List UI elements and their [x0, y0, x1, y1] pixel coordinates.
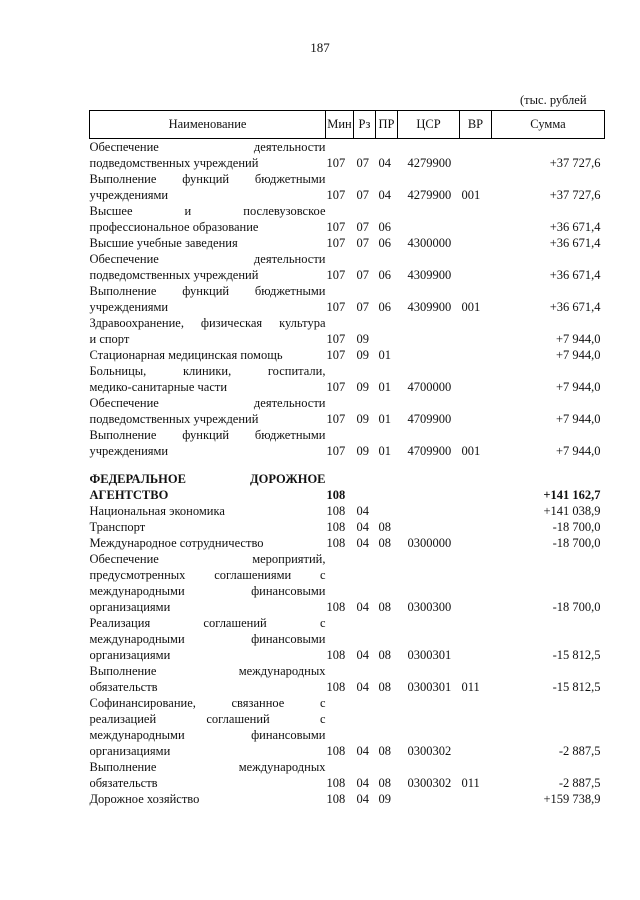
row-name-line: Выполнение функций бюджетными — [89, 428, 326, 442]
row-pr: 06 — [378, 268, 391, 282]
row-vr — [460, 203, 492, 235]
row-vr: 011 — [461, 680, 480, 694]
table-row — [90, 395, 605, 427]
row-pr: 06 — [378, 300, 391, 314]
row-name-line: предусмотренных соглашениями с — [89, 568, 326, 582]
row-min: 107 — [326, 300, 346, 314]
row-name-line: Здравоохранение, физическая культура — [89, 316, 326, 330]
row-vr — [460, 503, 492, 519]
row-rz: 04 — [356, 776, 369, 790]
row-min: 108 — [326, 648, 346, 662]
row-pr: 08 — [378, 776, 391, 790]
table-row — [90, 663, 605, 695]
units-label: (тыс. рублей — [520, 93, 587, 107]
row-rz: 07 — [356, 268, 369, 282]
row-vr: 001 — [461, 188, 481, 202]
row-rz: 07 — [356, 156, 369, 170]
row-name-line: Выполнение функций бюджетными — [89, 172, 326, 186]
row-pr: 01 — [378, 412, 391, 426]
table-row — [90, 427, 605, 459]
row-pr: 08 — [378, 744, 391, 758]
row-sum: -2 887,5 — [558, 776, 601, 790]
row-sum: -18 700,0 — [552, 520, 601, 534]
row-vr — [460, 235, 492, 251]
row-pr: 01 — [378, 380, 391, 394]
table-row — [90, 519, 605, 535]
table-body — [90, 139, 605, 808]
row-pr: 08 — [378, 648, 391, 662]
row-sum: +36 671,4 — [549, 236, 601, 250]
row-name — [90, 759, 326, 791]
row-csr: 0300302 — [407, 744, 452, 758]
row-name — [90, 171, 326, 203]
spacer-row — [90, 459, 605, 471]
row-csr: 0300302 — [407, 776, 452, 790]
row-name-line: подведомственных учреждений — [89, 156, 259, 170]
row-csr — [398, 471, 460, 503]
row-name — [90, 471, 326, 503]
row-name — [90, 695, 326, 759]
row-csr: 4279900 — [407, 156, 452, 170]
row-pr — [376, 315, 398, 347]
row-rz: 04 — [356, 744, 369, 758]
row-sum: +36 671,4 — [549, 268, 601, 282]
row-min: 107 — [326, 332, 346, 346]
row-name — [90, 791, 326, 807]
row-name-line: Выполнение международных — [89, 664, 326, 678]
row-pr: 04 — [378, 188, 391, 202]
row-rz: 09 — [356, 332, 369, 346]
row-name-line: Выполнение функций бюджетными — [89, 284, 326, 298]
row-min: 107 — [326, 156, 346, 170]
row-pr — [376, 503, 398, 519]
row-csr — [398, 203, 460, 235]
row-name — [90, 251, 326, 283]
table-row — [90, 551, 605, 615]
row-rz: 09 — [356, 444, 369, 458]
row-name-line: организациями — [89, 600, 171, 614]
header-csr: ЦСР — [398, 111, 460, 139]
table-row — [90, 203, 605, 235]
row-sum: +7 944,0 — [555, 348, 601, 362]
row-name-line: организациями — [89, 648, 171, 662]
row-name-line: Национальная экономика — [89, 504, 225, 518]
row-name — [90, 427, 326, 459]
row-name — [90, 235, 326, 251]
row-vr: 001 — [461, 300, 481, 314]
row-name — [90, 347, 326, 363]
row-rz: 07 — [356, 236, 369, 250]
row-name-line: Обеспечение деятельности — [89, 140, 326, 154]
header-vr: ВР — [460, 111, 492, 139]
row-name-line: ФЕДЕРАЛЬНОЕ ДОРОЖНОЕ — [89, 472, 326, 486]
table-row — [90, 471, 605, 503]
row-csr: 0300301 — [407, 680, 452, 694]
row-sum: +141 162,7 — [543, 488, 601, 502]
row-csr: 4279900 — [407, 188, 452, 202]
row-name — [90, 535, 326, 551]
row-rz: 04 — [356, 520, 369, 534]
row-min: 107 — [326, 236, 346, 250]
row-name-line: Дорожное хозяйство — [89, 792, 200, 806]
table-row — [90, 235, 605, 251]
table-row — [90, 171, 605, 203]
row-name-line: обязательств — [89, 776, 158, 790]
row-pr: 06 — [378, 220, 391, 234]
row-name-line: Высшие учебные заведения — [89, 236, 238, 250]
header-name: Наименование — [90, 111, 326, 139]
row-min: 108 — [326, 680, 346, 694]
row-sum: +141 038,9 — [543, 504, 601, 518]
row-csr: 0300000 — [407, 536, 452, 550]
row-name — [90, 395, 326, 427]
row-name — [90, 519, 326, 535]
row-rz: 04 — [356, 504, 369, 518]
table-row — [90, 139, 605, 172]
row-rz: 07 — [356, 220, 369, 234]
row-min: 107 — [326, 268, 346, 282]
row-csr — [398, 347, 460, 363]
row-pr — [376, 471, 398, 503]
row-csr: 0300300 — [407, 600, 452, 614]
row-vr — [460, 251, 492, 283]
row-vr: 011 — [461, 776, 480, 790]
row-min: 108 — [326, 744, 346, 758]
row-name-line: Софинансирование, связанное с — [89, 696, 326, 710]
row-vr — [460, 791, 492, 807]
row-sum: +36 671,4 — [549, 300, 601, 314]
row-name-line: Обеспечение деятельности — [89, 396, 326, 410]
row-name-line: учреждениями — [89, 188, 169, 202]
row-sum: -18 700,0 — [552, 600, 601, 614]
header-min: Мин — [326, 111, 354, 139]
budget-table — [89, 110, 605, 807]
row-csr — [398, 519, 460, 535]
row-sum: +7 944,0 — [555, 332, 601, 346]
row-rz: 04 — [356, 536, 369, 550]
row-min: 107 — [326, 444, 346, 458]
row-name-line: Больницы, клиники, госпитали, — [89, 364, 326, 378]
header-sum: Сумма — [492, 111, 605, 139]
row-name-line: международными финансовыми — [89, 632, 326, 646]
row-sum: +7 944,0 — [555, 444, 601, 458]
row-min: 107 — [326, 348, 346, 362]
page-number: 187 — [310, 40, 330, 55]
row-rz: 09 — [356, 380, 369, 394]
row-name-line: организациями — [89, 744, 171, 758]
row-csr: 4309900 — [407, 300, 452, 314]
row-vr — [460, 535, 492, 551]
row-rz: 09 — [356, 412, 369, 426]
row-name-line: Высшее и послевузовское — [89, 204, 326, 218]
row-rz: 04 — [356, 792, 369, 806]
row-vr — [460, 695, 492, 759]
row-name-line: профессиональное образование — [89, 220, 259, 234]
row-pr: 04 — [378, 156, 391, 170]
header-rz: Рз — [354, 111, 376, 139]
row-rz: 04 — [356, 648, 369, 662]
row-pr: 08 — [378, 680, 391, 694]
row-rz — [354, 471, 376, 503]
row-name-line: Обеспечение мероприятий, — [89, 552, 326, 566]
row-min: 107 — [326, 188, 346, 202]
row-sum: +37 727,6 — [549, 188, 601, 202]
row-sum: -2 887,5 — [558, 744, 601, 758]
row-sum: +7 944,0 — [555, 412, 601, 426]
row-pr: 08 — [378, 536, 391, 550]
row-min: 108 — [326, 792, 346, 806]
row-name-line: и спорт — [89, 332, 130, 346]
table-row — [90, 283, 605, 315]
row-name-line: Выполнение международных — [89, 760, 326, 774]
table-row — [90, 251, 605, 283]
row-sum: +7 944,0 — [555, 380, 601, 394]
row-pr: 08 — [378, 600, 391, 614]
row-csr: 4700000 — [407, 380, 452, 394]
row-name — [90, 551, 326, 615]
table-row — [90, 695, 605, 759]
row-min: 108 — [326, 520, 346, 534]
row-csr: 4709900 — [407, 444, 452, 458]
row-min: 107 — [326, 220, 346, 234]
row-name-line: подведомственных учреждений — [89, 412, 259, 426]
row-sum: +36 671,4 — [549, 220, 601, 234]
row-min: 108 — [326, 776, 346, 790]
row-sum: -15 812,5 — [552, 680, 601, 694]
table-row — [90, 615, 605, 663]
row-name-line: АГЕНТСТВО — [89, 488, 169, 502]
row-min: 107 — [326, 412, 346, 426]
row-sum: -15 812,5 — [552, 648, 601, 662]
row-min: 108 — [326, 504, 346, 518]
table-row — [90, 315, 605, 347]
row-name-line: международными финансовыми — [89, 728, 326, 742]
row-name — [90, 203, 326, 235]
row-csr — [398, 503, 460, 519]
row-pr: 06 — [378, 236, 391, 250]
row-vr — [460, 347, 492, 363]
row-sum: +159 738,9 — [543, 792, 601, 806]
row-sum: +37 727,6 — [549, 156, 601, 170]
row-name-line: медико-санитарные части — [89, 380, 228, 394]
header-pr: ПР — [376, 111, 398, 139]
row-name-line: учреждениями — [89, 444, 169, 458]
row-min: 108 — [326, 536, 346, 550]
row-rz: 07 — [356, 300, 369, 314]
spacer-cell — [90, 459, 605, 471]
row-vr — [460, 139, 492, 172]
row-name — [90, 363, 326, 395]
table-row — [90, 791, 605, 807]
row-name-line: обязательств — [89, 680, 158, 694]
row-name-line: Реализация соглашений с — [89, 616, 326, 630]
row-name — [90, 663, 326, 695]
row-pr: 08 — [378, 520, 391, 534]
row-rz: 04 — [356, 680, 369, 694]
row-name — [90, 139, 326, 172]
row-vr — [460, 519, 492, 535]
row-pr: 09 — [378, 792, 391, 806]
row-pr: 01 — [378, 348, 391, 362]
row-name-line: учреждениями — [89, 300, 169, 314]
row-name-line: Обеспечение деятельности — [89, 252, 326, 266]
table-row — [90, 759, 605, 791]
row-rz: 07 — [356, 188, 369, 202]
row-csr: 4709900 — [407, 412, 452, 426]
row-csr — [398, 315, 460, 347]
table-header — [90, 111, 605, 139]
row-vr: 001 — [461, 444, 481, 458]
row-min: 107 — [326, 380, 346, 394]
row-vr — [460, 315, 492, 347]
row-csr — [398, 791, 460, 807]
row-csr: 0300301 — [407, 648, 452, 662]
row-name-line: международными финансовыми — [89, 584, 326, 598]
row-csr: 4300000 — [407, 236, 452, 250]
row-name-line: Транспорт — [89, 520, 146, 534]
row-min: 108 — [326, 488, 346, 502]
row-name-line: Международное сотрудничество — [89, 536, 264, 550]
row-csr: 4309900 — [407, 268, 452, 282]
row-name-line: Стационарная медицинская помощь — [89, 348, 283, 362]
table-row — [90, 535, 605, 551]
row-vr — [460, 551, 492, 615]
row-vr — [460, 615, 492, 663]
row-pr: 01 — [378, 444, 391, 458]
row-vr — [460, 471, 492, 503]
row-name-line: реализацией соглашений с — [89, 712, 326, 726]
row-name — [90, 503, 326, 519]
row-sum: -18 700,0 — [552, 536, 601, 550]
row-name — [90, 315, 326, 347]
row-rz: 04 — [356, 600, 369, 614]
row-vr — [460, 395, 492, 427]
row-name-line: подведомственных учреждений — [89, 268, 259, 282]
table-row — [90, 347, 605, 363]
row-rz: 09 — [356, 348, 369, 362]
table-row — [90, 363, 605, 395]
row-min: 108 — [326, 600, 346, 614]
row-name — [90, 615, 326, 663]
row-name — [90, 283, 326, 315]
table-row — [90, 503, 605, 519]
row-vr — [460, 363, 492, 395]
